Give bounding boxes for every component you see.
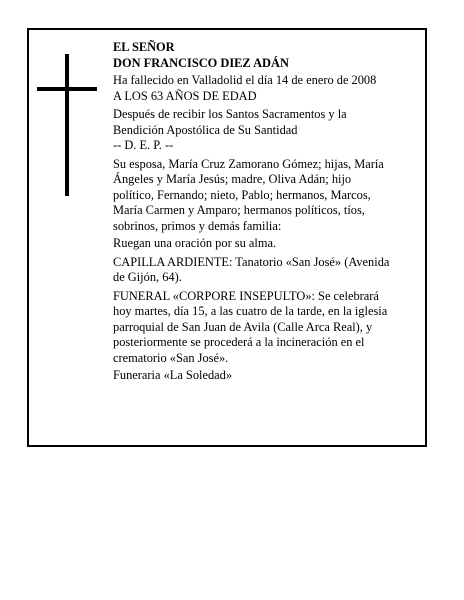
age-at-death: A LOS 63 AÑOS DE EDAD bbox=[113, 88, 257, 103]
sacraments-paragraph bbox=[113, 107, 425, 138]
family-paragraph bbox=[113, 157, 425, 235]
notice-text bbox=[113, 40, 425, 384]
sacraments-line-2: Bendición Apostólica de Su Santidad bbox=[113, 122, 298, 137]
cross-horizontal-bar bbox=[37, 87, 97, 91]
funeral-paragraph bbox=[113, 289, 425, 367]
funeral-line-5: crematorio «San José». bbox=[113, 350, 229, 365]
family-line-5: sobrinos, primos y demás familia: bbox=[113, 218, 282, 233]
latin-cross-icon bbox=[37, 54, 97, 196]
family-line-2: Ángeles y María Jesús; madre, Oliva Adán; hijo bbox=[113, 172, 352, 186]
death-location-date: Ha fallecido en Valladolid el día 14 de enero de 2008 bbox=[113, 73, 377, 87]
prayer-line: Ruegan una oración por su alma. bbox=[113, 236, 277, 250]
chapel-line-2: de Gijón, 64). bbox=[113, 270, 182, 284]
funeral-home-line: Funeraria «La Soledad» bbox=[113, 368, 233, 382]
cross-vertical-bar bbox=[65, 54, 69, 196]
heading-title: EL SEÑOR bbox=[113, 40, 175, 54]
family-line-4: María Carmen y Amparo; hermanos políticos, tíos, bbox=[113, 203, 365, 217]
deceased-name: DON FRANCISCO DIEZ ADÁN bbox=[113, 55, 289, 70]
chapel-paragraph bbox=[113, 255, 425, 286]
funeral-line-3: parroquial de San Juan de Avila (Calle Arca Real), y bbox=[113, 319, 373, 334]
funeral-line-4: posteriormente se procederá a la incineración en el bbox=[113, 335, 365, 349]
funeral-line-2: hoy martes, día 15, a las cuatro de la tarde, en la iglesia bbox=[113, 304, 388, 318]
family-line-1: Su esposa, María Cruz Zamorano Gómez; hijas, María bbox=[113, 156, 384, 171]
sacraments-line-1: Después de recibir los Santos Sacramentos y la bbox=[113, 107, 347, 121]
dep-line: -- D. E. P. -- bbox=[113, 138, 174, 152]
chapel-line-1: CAPILLA ARDIENTE: Tanatorio «San José» (Avenida bbox=[113, 254, 390, 269]
funeral-line-1: FUNERAL «CORPORE INSEPULTO»: Se celebrará bbox=[113, 288, 379, 303]
family-line-3: político, Fernando; nieto, Pablo; hermanos, Marcos, bbox=[113, 187, 371, 202]
